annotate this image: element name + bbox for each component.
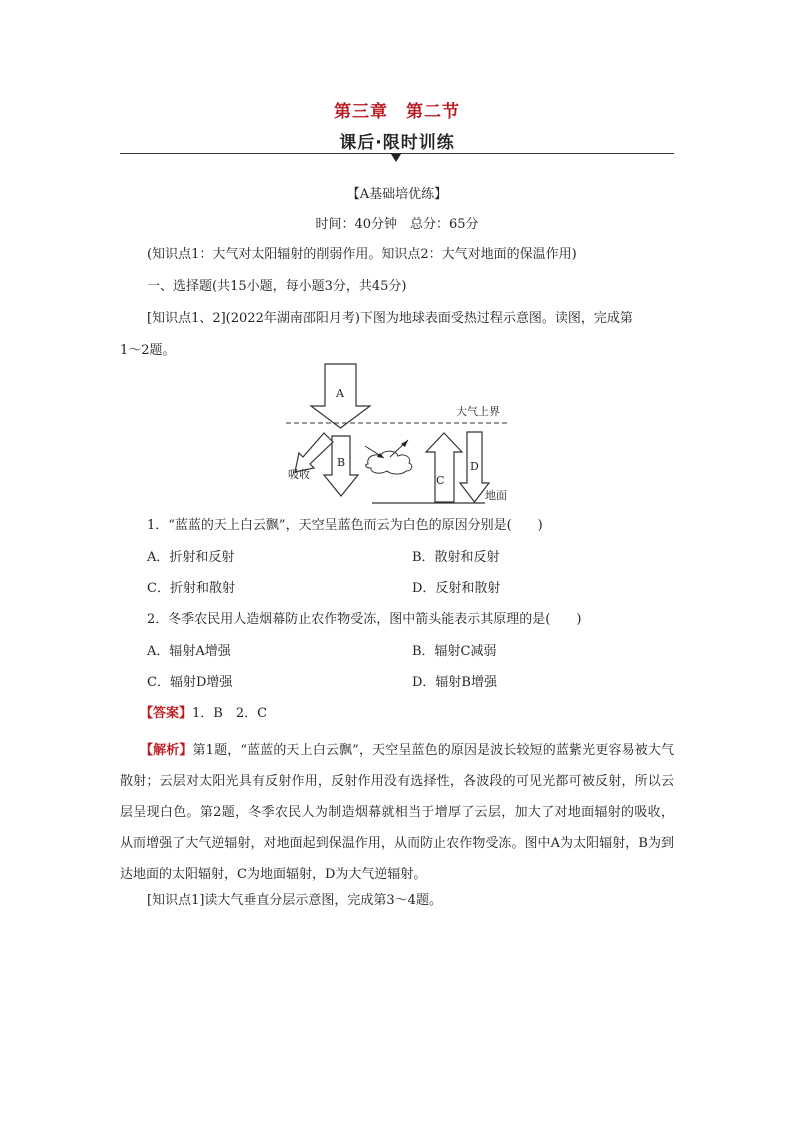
analysis-paragraph xyxy=(120,735,674,890)
question-2-stem: 2．冬季农民用人造烟幕防止农作物受冻，图中箭头能表示其原理的是( ) xyxy=(147,612,582,627)
analysis-text: 第1题，“蓝蓝的天上白云飘”，天空呈蓝色的原因是波长较短的蓝紫光更容易被大气散射；云层对太阳光具有反射作用，反射作用没有选择性，各波段的可见光都可被反射，所以云层呈现白色。第2题，冬季农民人为制造烟幕就相当于增厚了云层，加大了对地面辐射的吸收，从而增强了大气逆辐射，对地面起到保温作用，从而防止农作物受冻。图中A为太阳辐射，B为到达地面的太阳辐射，C为地面辐射，D为大气逆辐射。 xyxy=(120,743,674,882)
label-absorb: 吸收 xyxy=(288,468,310,481)
answer-line xyxy=(140,704,267,724)
question-2-option-b: B．辐射C减弱 xyxy=(412,644,497,659)
question-1-option-d: D．反射和散射 xyxy=(412,581,501,596)
label-b: B xyxy=(337,456,346,469)
cloud-shape xyxy=(366,451,412,474)
question-1-option-b: B．散射和反射 xyxy=(412,550,500,565)
analysis-tag: 【解析】 xyxy=(140,743,193,758)
chapter-title: 第三章 第二节 xyxy=(334,102,460,122)
intro-questions-3-4: [知识点1]读大气垂直分层示意图，完成第3～4题。 xyxy=(147,893,442,908)
label-c: C xyxy=(436,474,445,487)
arrow-absorb xyxy=(295,433,333,472)
question-2-option-c: C．辐射D增强 xyxy=(147,675,233,690)
section-label: 【A基础培优练】 xyxy=(346,187,448,202)
answer-text: 1．B 2．C xyxy=(192,706,268,721)
label-a: A xyxy=(336,387,344,400)
time-info: 时间：40分钟 总分：65分 xyxy=(315,217,479,232)
label-atmosphere-top: 大气上界 xyxy=(456,405,500,418)
question-2-option-a: A．辐射A增强 xyxy=(147,644,231,659)
knowledge-points: (知识点1：大气对太阳辐射的削弱作用。知识点2：大气对地面的保温作用) xyxy=(147,247,577,262)
divider-triangle-icon xyxy=(391,154,401,162)
answer-tag: 【答案】 xyxy=(140,706,193,721)
page-subtitle: 课后·限时训练 xyxy=(339,133,455,153)
label-ground: 地面 xyxy=(485,489,507,502)
question-2-option-d: D．辐射B增强 xyxy=(412,675,497,690)
label-d: D xyxy=(470,460,479,473)
question-1-stem: 1．“蓝蓝的天上白云飘”，天空呈蓝色而云为白色的原因分别是( ) xyxy=(147,518,543,533)
intro-line-2: 1～2题。 xyxy=(120,343,176,358)
heating-process-diagram xyxy=(280,360,520,508)
intro-line-1: [知识点1、2](2022年湖南邵阳月考)下图为地球表面受热过程示意图。读图，完成第 xyxy=(147,311,633,326)
arrow-c xyxy=(426,433,462,502)
question-1-option-c: C．折射和散射 xyxy=(147,581,235,596)
part-heading: 一、选择题(共15小题，每小题3分，共45分) xyxy=(147,279,407,294)
question-1-option-a: A．折射和反射 xyxy=(147,550,235,565)
